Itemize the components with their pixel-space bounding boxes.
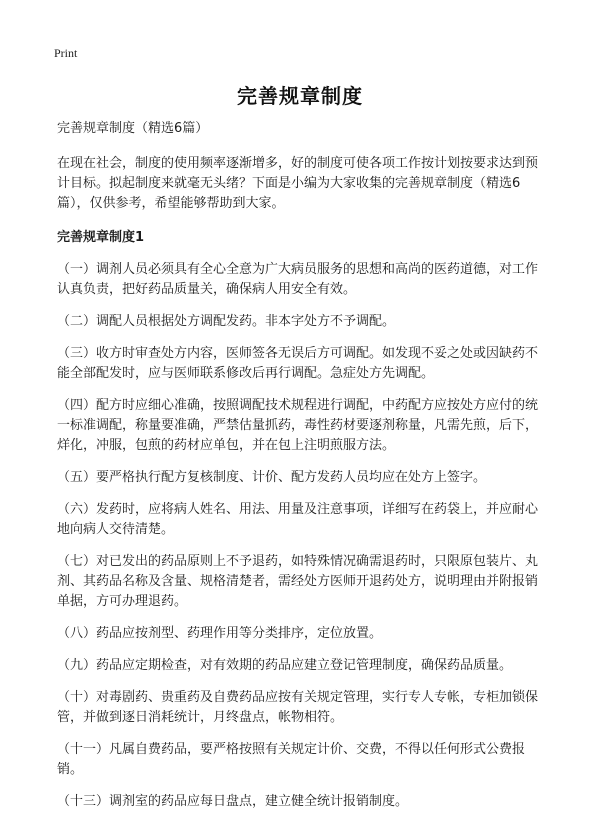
regulation-item-10: （十）对毒剧药、贵重药及自费药品应按有关规定管理，实行专人专帐，专柜加锁保管，并做到逐日消耗统计，月终盘点，帐物相符。 (57, 690, 539, 725)
print-link[interactable]: Print (54, 46, 78, 60)
regulation-item-3: （三）收方时审查处方内容，医师签各无误后方可调配。如发现不妥之处或因缺药不能全部配发时，应与医师联系修改后再行调配。急症处方先调配。 (57, 346, 539, 381)
intro-paragraph: 在现在社会，制度的使用频率逐渐增多，好的制度可使各项工作按计划按要求达到预计目标。拟起制度来就毫无头绪？下面是小编为大家收集的完善规章制度（精选6篇），仅供参考，希望能够帮助到大家。 (57, 156, 539, 211)
regulation-item-8: （八）药品应按剂型、药理作用等分类排序，定位放置。 (57, 626, 383, 641)
document-subtitle: 完善规章制度（精选6篇） (57, 121, 209, 136)
page-title: 完善规章制度 (237, 84, 363, 108)
regulation-item-13: （十三）调剂室的药品应每日盘点，建立健全统计报销制度。 (57, 794, 409, 809)
regulation-item-9: （九）药品应定期检查，对有效期的药品应建立登记管理制度，确保药品质量。 (57, 658, 513, 673)
regulation-item-2: （二）调配人员根据处方调配发药。非本字处方不予调配。 (57, 314, 396, 329)
document-body (57, 120, 549, 824)
regulation-item-6: （六）发药时，应将病人姓名、用法、用量及注意事项，详细写在药袋上，并应耐心地向病人交待清楚。 (57, 502, 539, 537)
section-heading: 完善规章制度1 (57, 230, 145, 245)
regulation-item-1: （一）调剂人员必须具有全心全意为广大病员服务的思想和高尚的医药道德，对工作认真负责，把好药品质量关，确保病人用安全有效。 (57, 262, 539, 297)
regulation-item-7: （七）对已发出的药品原则上不予退药，如特殊情况确需退药时，只限原包装片、丸剂、其药品名称及含量、规格清楚者，需经处方医师开退药处方，说明理由并附报销单据，方可办理退药。 (57, 554, 539, 609)
regulation-item-11: （十一）凡属自费药品，要严格按照有关规定计价、交费，不得以任何形式公费报销。 (57, 742, 526, 777)
regulation-item-4: （四）配方时应细心准确，按照调配技术规程进行调配，中药配方应按处方应付的统一标准调配，称量要准确，严禁估量抓药，毒性药材要逐剂称量，凡需先煎，后下，烊化，冲服，包煎的药材应单包，并在包上注明煎服方法。 (57, 398, 539, 453)
regulation-item-5: （五）要严格执行配方复核制度、计价、配方发药人员均应在处方上签字。 (57, 470, 487, 485)
